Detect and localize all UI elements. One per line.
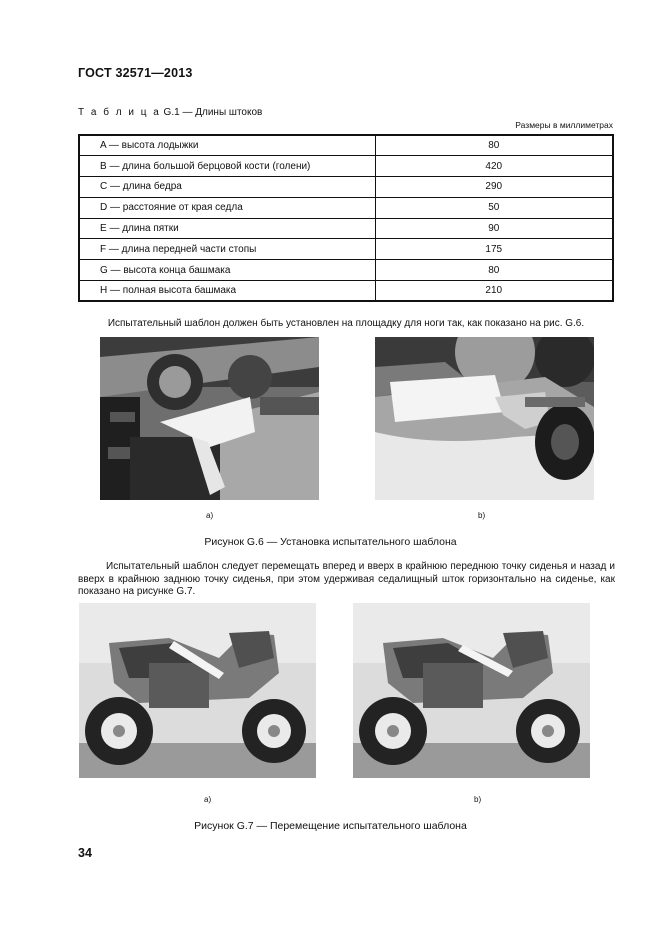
row-label: C — длина бедра: [79, 177, 375, 198]
row-label: E — длина пятки: [79, 218, 375, 239]
row-value: 290: [375, 177, 613, 198]
row-value: 50: [375, 197, 613, 218]
table-row: [79, 135, 613, 156]
standard-header: ГОСТ 32571—2013: [78, 66, 193, 80]
row-label: H — полная высота башмака: [79, 281, 375, 302]
table-row: [79, 239, 613, 260]
table-row: [79, 177, 613, 198]
table-row: [79, 260, 613, 281]
row-value: 80: [375, 135, 613, 156]
photo-g7-a: [79, 603, 316, 778]
subcaption-g6-a: a): [206, 511, 214, 520]
row-label: D — расстояние от края седла: [79, 197, 375, 218]
subcaption-g7-a: a): [204, 795, 212, 804]
row-label: B — длина большой берцовой кости (голени): [79, 156, 375, 177]
row-value: 210: [375, 281, 613, 302]
figure-g6-caption: Рисунок G.6 — Установка испытательного шаблона: [204, 536, 457, 548]
atv-photo-a: [79, 603, 316, 778]
figure-g7-caption: Рисунок G.7 — Перемещение испытательного шаблона: [194, 820, 467, 832]
rod-lengths-table: [78, 134, 614, 302]
engine-footrest-photo-a: [100, 337, 319, 500]
photo-g6-a: [100, 337, 319, 500]
row-value: 80: [375, 260, 613, 281]
table-row: [79, 218, 613, 239]
row-label: A — высота лодыжки: [79, 135, 375, 156]
engine-footrest-photo-b: [375, 337, 594, 500]
photo-g7-b: [353, 603, 590, 778]
table-row: [79, 197, 613, 218]
subcaption-g6-b: b): [478, 511, 486, 520]
row-value: 420: [375, 156, 613, 177]
paragraph-template-installation: Испытательный шаблон должен быть установлен на площадку для ноги так, как показано на рис. G.6.: [107, 318, 585, 329]
subcaption-g7-b: b): [474, 795, 482, 804]
table-caption-title: G.1 — Длины штоков: [160, 107, 263, 118]
row-label: G — высота конца башмака: [79, 260, 375, 281]
table-caption-prefix: Т а б л и ц а: [78, 107, 161, 118]
page-number: 34: [78, 846, 92, 860]
paragraph-template-movement: Испытательный шаблон следует перемещать вперед и вверх в крайнюю переднюю точку сиденья и назад и вверх в крайнюю заднюю точку сиденья, при этом удерживая седалищный шток горизонтально на сиденье, как показано на рисунке G.7.: [78, 561, 615, 597]
table-row: [79, 156, 613, 177]
row-value: 175: [375, 239, 613, 260]
table-caption: [78, 107, 262, 118]
row-value: 90: [375, 218, 613, 239]
row-label: F — длина передней части стопы: [79, 239, 375, 260]
atv-photo-b: [353, 603, 590, 778]
photo-g6-b: [375, 337, 594, 500]
units-note: Размеры в миллиметрах: [515, 120, 613, 130]
table-row: [79, 281, 613, 302]
